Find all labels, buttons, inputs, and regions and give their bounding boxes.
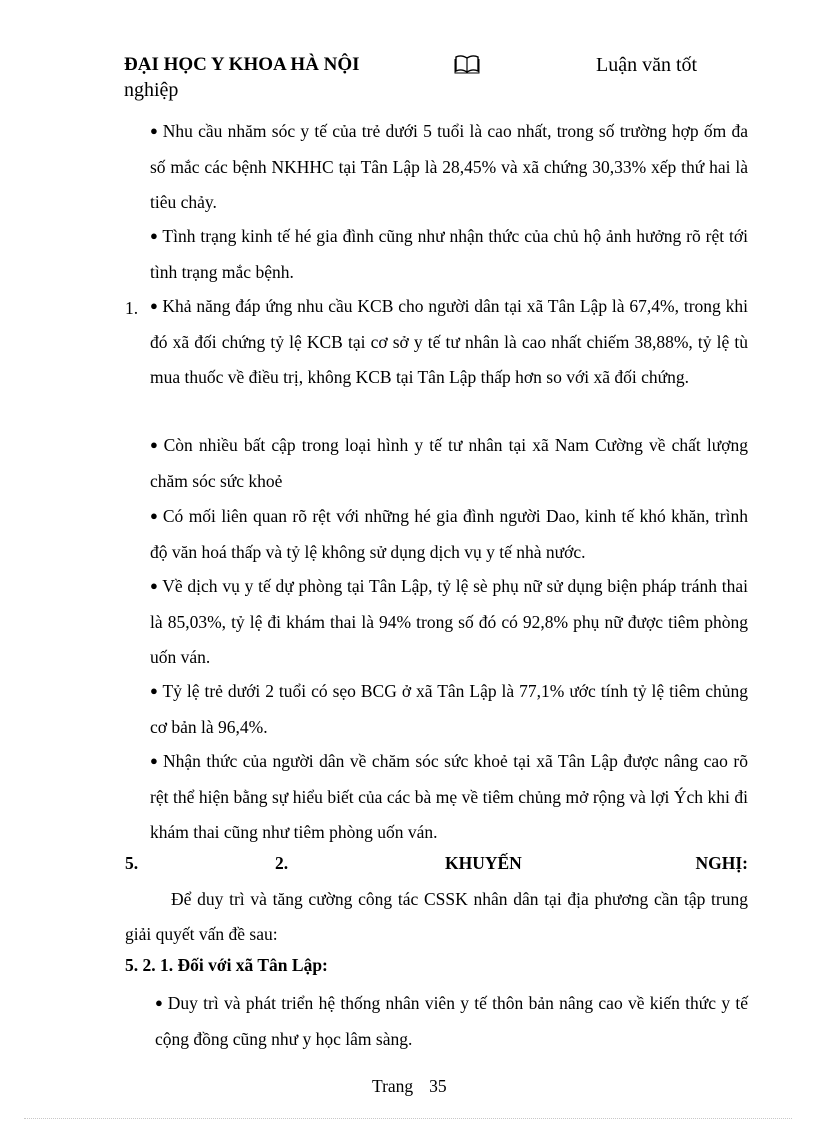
paragraph-text: Có mối liên quan rõ rệt với những hé gia đình người Dao, kinh tế khó khăn, trình độ văn hoá thấp và tỷ lệ không sử dụng dịch vụ y tế nhà nước. (150, 506, 748, 562)
bullet-paragraph-6 (150, 569, 748, 675)
bullet-paragraph-7 (150, 674, 748, 745)
bullet-icon: ● (150, 683, 159, 698)
bullet-icon: ● (155, 995, 164, 1010)
paragraph-text: Khả năng đáp ứng nhu cầu KCB cho người dân tại xã Tân Lập là 67,4%, trong khi đó xã đối chứng tỷ lệ KCB tại cơ sở y tế tư nhân là cao nhất chiếm 38,88%, tỷ lệ tù mua thuốc về điều trị, không KCB tại Tân Lập thấp hơn so với xã đối chứng. (150, 296, 748, 387)
bullet-icon: ● (150, 228, 159, 243)
bullet-paragraph-2 (150, 219, 748, 290)
heading-number-1: 5. (125, 853, 139, 873)
bullet-icon: ● (150, 753, 159, 768)
paragraph-text: Duy trì và phát triển hệ thống nhân viên y tế thôn bản nâng cao về kiến thức y tế cộng đồng cũng như y học lâm sàng. (155, 993, 748, 1049)
header-university: ĐẠI HỌC Y KHOA HÀ NỘI (124, 54, 360, 75)
bullet-icon: ● (150, 437, 160, 452)
heading-word-2: NGHỊ: (695, 853, 748, 873)
bullet-icon: ● (150, 123, 159, 138)
header-thesis-title-continued: nghiệp (124, 79, 179, 101)
footer-label: Trang (372, 1076, 414, 1096)
bullet-paragraph-8 (150, 744, 748, 850)
bullet-paragraph-1 (150, 114, 748, 220)
paragraph-text: Còn nhiều bất cập trong loại hình y tế tư nhân tại xã Nam Cường về chất lượng chăm sóc sức khoẻ (150, 435, 748, 491)
bullet-paragraph-5 (150, 499, 748, 570)
paragraph-text: Tình trạng kinh tế hé gia đình cũng như nhận thức của chủ hộ ảnh hưởng rõ rệt tới tình trạng mắc bệnh. (150, 226, 748, 282)
heading-number-2: 2. (275, 853, 289, 873)
intro-paragraph: Để duy trì và tăng cường công tác CSSK nhân dân tại địa phương cần tập trung giải quyết vấn đề sau: (125, 889, 748, 944)
section-heading (125, 853, 748, 883)
paragraph-text: Tỷ lệ trẻ dưới 2 tuổi có sẹo BCG ở xã Tân Lập là 77,1% ước tính tỷ lệ tiêm chủng cơ bản là 96,4%. (150, 681, 748, 737)
page-number: 35 (429, 1076, 447, 1096)
list-number: 1. (125, 298, 139, 318)
subheading: 5. 2. 1. Đối với xã Tân Lập: (125, 955, 328, 975)
paragraph-text: Nhu cầu nhăm sóc y tế của trẻ dưới 5 tuổi là cao nhất, trong số trường hợp ốm đa số mắc các bệnh NKHHC tại Tân Lập là 28,45% và xã chứng 30,33% xếp thứ hai là tiêu chảy. (150, 121, 748, 212)
bullet-icon: ● (150, 578, 159, 593)
header-thesis-title: Luận văn tốt (596, 54, 698, 76)
page-header (124, 52, 764, 106)
bullet-paragraph-4 (150, 428, 748, 499)
bullet-paragraph-3 (150, 289, 748, 395)
paragraph-text: Về dịch vụ y tế dự phòng tại Tân Lập, tỷ lệ sè phụ nữ sử dụng biện pháp tránh thai là 85,03%, tỷ lệ đi khám thai là 94% trong số đó có 92,8% phụ nữ được tiêm phòng uốn ván. (150, 576, 748, 667)
page-footer (372, 1076, 447, 1097)
bullet-paragraph-9 (155, 986, 748, 1057)
bullet-icon: ● (150, 298, 159, 313)
open-book-icon (454, 54, 480, 74)
heading-word-1: KHUYẾN (445, 853, 522, 873)
bullet-icon: ● (150, 508, 159, 523)
page-bottom-divider (24, 1118, 792, 1119)
paragraph-text: Nhận thức của người dân về chăm sóc sức khoẻ tại xã Tân Lập được nâng cao rõ rệt thể hiện bằng sự hiểu biết của các bà mẹ về tiêm chủng mở rộng và lợi Ých khi đi khám thai cũng như tiêm phòng uốn ván. (150, 751, 748, 842)
